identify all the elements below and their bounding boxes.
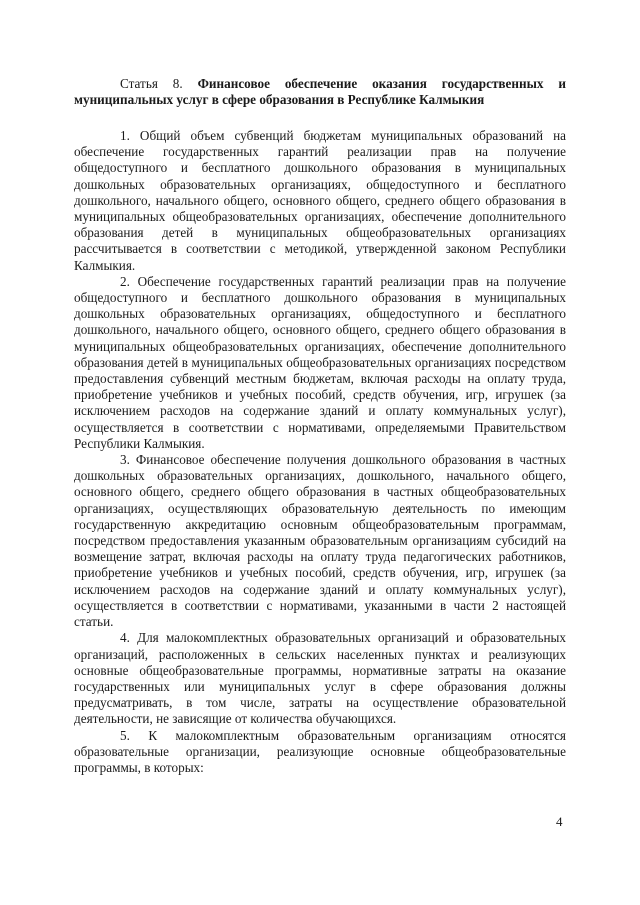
- article-body: [74, 128, 566, 776]
- page-number: 4: [556, 814, 563, 829]
- article-title: Финансовое обеспечение оказания государственных и муниципальных услуг в сфере образования в Республике Калмыкия: [74, 76, 566, 108]
- paragraph-1: 1. Общий объем субвенций бюджетам муниципальных образований на обеспечение государственных гарантий реализации прав на получение общедоступного и бесплатного дошкольного образования в муниципальных дошкольных образовательных организациях, общедоступного и бесплатного дошкольного, начального общего, основного общего, среднего общего образования в муниципальных общеобразовательных организациях, обеспечение дополнительного образования детей в муниципальных общеобразовательных организациях рассчитывается в соответствии с методикой, утвержденной законом Республики Калмыкия.: [74, 128, 566, 273]
- paragraph-2: 2. Обеспечение государственных гарантий реализации прав на получение общедоступного и бесплатного дошкольного образования в муниципальных дошкольных образовательных организациях, общедоступного и бесплатного дошкольного, начального общего, основного общего, среднего общего образования в муниципальных общеобразовательных организациях, обеспечение дополнительного образования детей в муниципальных общеобразовательных организациях посредством предоставления субвенций местным бюджетам, включая расходы на оплату труда, приобретение учебников и учебных пособий, средств обучения, игр, игрушек (за исключением расходов на содержание зданий и оплату коммунальных услуг), осуществляется в соответствии с нормативами, определяемыми Правительством Республики Калмыкия.: [74, 273, 566, 451]
- article-label: Статья 8.: [120, 76, 198, 91]
- paragraph-4: 4. Для малокомплектных образовательных организаций и образовательных организаций, расположенных в сельских населенных пунктах и реализующих основные общеобразовательные программы, нормативные затраты на оказание государственных или муниципальных услуг в сфере образования должны предусматривать, в том числе, затраты на осуществление образовательной деятельности, не зависящие от количества обучающихся.: [74, 630, 566, 727]
- article-heading: [74, 76, 566, 108]
- paragraph-3: 3. Финансовое обеспечение получения дошкольного образования в частных дошкольных образовательных организациях, дошкольного, начального общего, основного общего, среднего общего образования в частных общеобразовательных организациях, осуществляющих образовательную деятельность по имеющим государственную аккредитацию основным общеобразовательным программам, посредством предоставления указанным образовательным организациям субсидий на возмещение затрат, включая расходы на оплату труда педагогических работников, приобретение учебников и учебных пособий, средств обучения, игр, игрушек (за исключением расходов на содержание зданий и оплату коммунальных услуг), осуществляется в соответствии с нормативами, указанными в части 2 настоящей статьи.: [74, 452, 566, 630]
- paragraph-5: 5. К малокомплектным образовательным организациям относятся образовательные организации, реализующие основные общеобразовательные программы, в которых:: [74, 727, 566, 775]
